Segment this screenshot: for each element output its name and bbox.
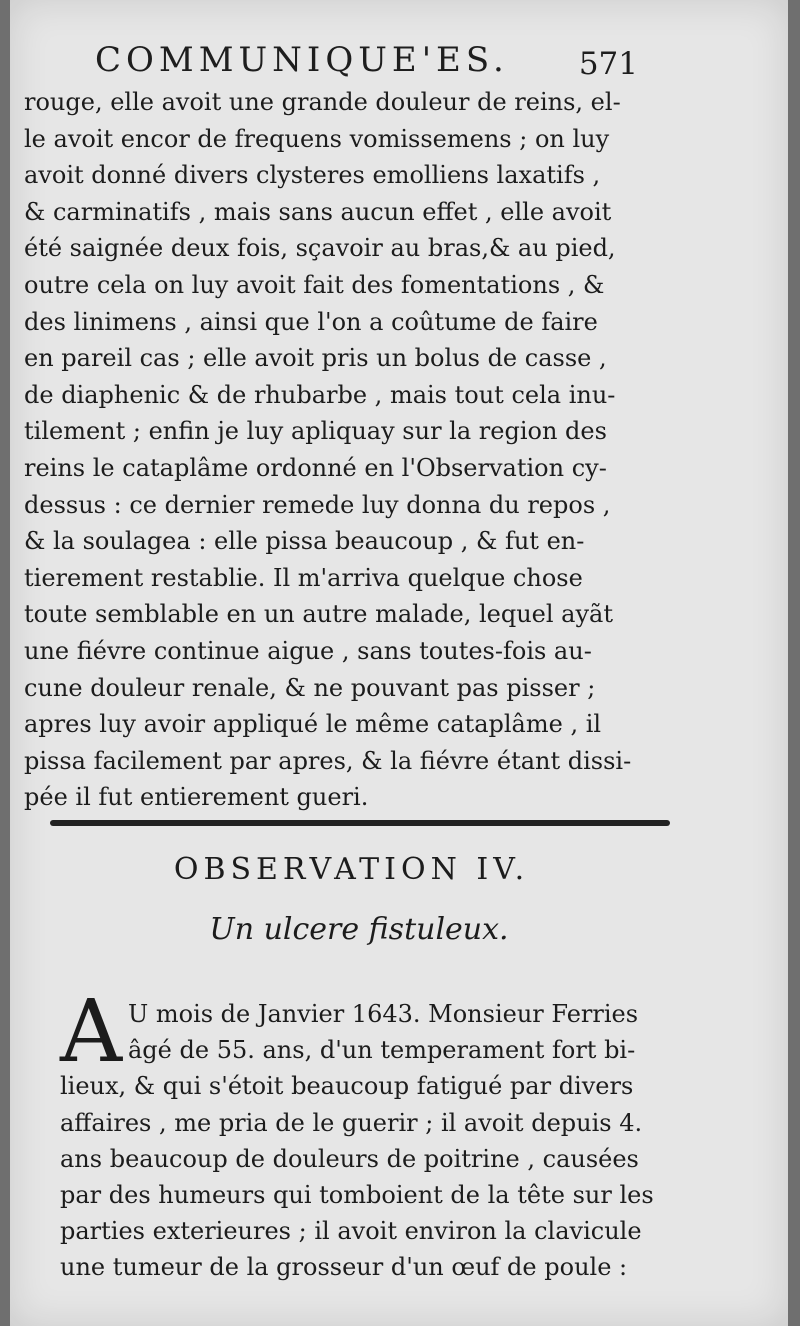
text-line: dessus : ce dernier remede luy donna du repos , — [24, 490, 611, 519]
text-line: toute semblable en un autre malade, lequel ayãt — [24, 600, 613, 629]
text-line: rouge, elle avoit une grande douleur de reins, el- — [24, 88, 621, 116]
text-line: pée il fut entierement gueri. — [24, 783, 369, 812]
observation-title: OBSERVATION IV. — [173, 852, 530, 887]
text-line: apres luy avoir appliqué le même cataplâme , il — [24, 710, 602, 739]
book-page — [10, 0, 788, 1326]
text-line: des linimens , ainsi que l'on a coûtume de faire — [24, 307, 598, 336]
text-line: lieux, & qui s'étoit beaucoup fatigué par divers — [60, 1072, 634, 1101]
section-divider — [50, 820, 670, 826]
text-line: été saignée deux fois, sçavoir au bras,& au pied, — [24, 234, 616, 263]
text-line: affaires , me pria de le guerir ; il avoit depuis 4. — [60, 1108, 643, 1137]
text-line: par des humeurs qui tomboient de la tête sur les — [60, 1180, 654, 1209]
text-line: pissa facilement par apres, & la fiévre étant dissi- — [24, 746, 632, 775]
text-line: & carminatifs , mais sans aucun effet , elle avoit — [24, 197, 612, 226]
running-title: COMMUNIQUE'ES. — [95, 40, 509, 80]
drop-cap: A — [60, 982, 123, 1082]
text-line: & la soulagea : elle pissa beaucoup , & fut en- — [24, 527, 585, 556]
text-line: reins le cataplâme ordonné en l'Observation cy- — [24, 453, 607, 482]
text-line: U mois de Janvier 1643. Monsieur Ferries — [128, 1000, 639, 1028]
text-line: le avoit encor de frequens vomissemens ; on luy — [24, 124, 610, 153]
text-line: outre cela on luy avoit fait des fomentations , & — [24, 270, 605, 299]
text-line: ans beaucoup de douleurs de poitrine , causées — [60, 1144, 639, 1173]
text-line: une tumeur de la grosseur d'un œuf de poule : — [60, 1253, 628, 1282]
page-number: 571 — [578, 46, 638, 82]
body-text — [24, 84, 669, 816]
text-line: de diaphenic & de rhubarbe , mais tout cela inu- — [24, 380, 616, 409]
text-line: cune douleur renale, & ne pouvant pas pisser ; — [24, 673, 596, 702]
observation-paragraph — [60, 982, 685, 1286]
observation-subtitle: Un ulcere fistuleux. — [209, 912, 509, 947]
page-header — [10, 40, 788, 90]
text-line: une fiévre continue aigue , sans toutes-fois au- — [24, 636, 592, 665]
text-line: tierement restablie. Il m'arriva quelque chose — [24, 563, 583, 592]
text-line: avoit donné divers clysteres emolliens laxatifs , — [24, 161, 601, 190]
text-line: âgé de 55. ans, d'un temperament fort bi- — [128, 1036, 636, 1065]
text-line: parties exterieures ; il avoit environ la clavicule — [60, 1217, 642, 1246]
text-line: tilement ; enfin je luy apliquay sur la region des — [24, 417, 607, 446]
text-line: en pareil cas ; elle avoit pris un bolus de casse , — [24, 344, 607, 373]
